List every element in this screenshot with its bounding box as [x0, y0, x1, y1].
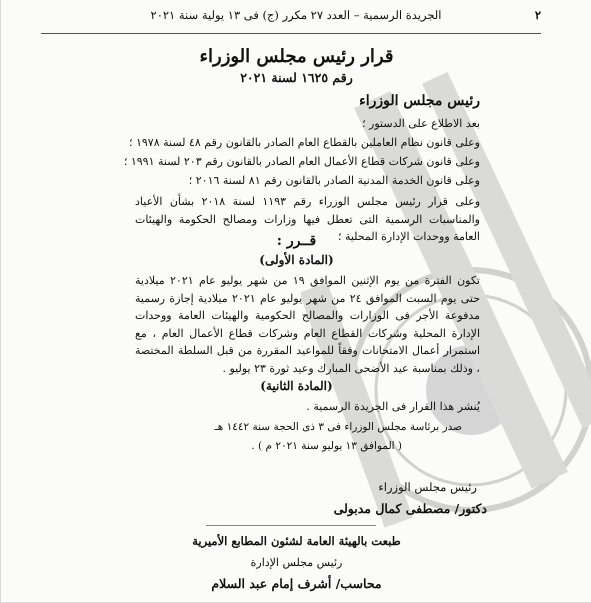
preamble-line: وعلى قانون الخدمة المدنية الصادر بالقانون رقم ٨١ لسنة ٢٠١٦ ؛: [188, 174, 480, 187]
preamble-line: وعلى قانون نظام العاملين بالقطاع العام الصادر بالقانون رقم ٤٨ لسنة ١٩٧٨ ؛: [128, 136, 480, 149]
page-number: ٢: [534, 8, 541, 22]
board-name: محاسب/ أشرف إمام عبد السلام: [211, 576, 382, 591]
issuer-heading: رئيس مجلس الوزراء: [359, 93, 480, 109]
printer-line: طبعت بالهيئة العامة لشئون المطابع الأميرية: [192, 534, 401, 548]
decided-heading: قــرر :: [276, 233, 317, 249]
header-divider: [41, 33, 541, 34]
signatory-name: دكتور/ مصطفى كمال مدبولى: [333, 501, 487, 516]
issued-line: صدر برئاسة مجلس الوزراء فى ٣ ذى الحجة سنة ١٤٤٢ هـ: [214, 421, 462, 433]
decree-number: رقم ١٦٢٥ لسنة ٢٠٢١: [240, 70, 353, 85]
article-1-title: (المادة الأولى): [259, 253, 334, 267]
signatory-title: رئيس مجلس الوزراء: [378, 480, 477, 494]
publication-line: الجريدة الرسمية – العدد ٢٧ مكرر (ج) فى ١٣ يولية سنة ٢٠٢١: [150, 8, 442, 22]
preamble-paragraph: وعلى قرار رئيس مجلس الوزراء رقم ١١٩٣ لسنة ٢٠١٨ بشأن الأعياد والمناسبات الرسمية التى تعطل فيها وزارات ومصالح الحكومة والهيئات العامة ووحدات الإدارة المحلية ؛: [135, 195, 481, 244]
preamble-line: وعلى قانون شركات قطاع الأعمال العام الصادر بالقانون رقم ٢٠٣ لسنة ١٩٩١ ؛: [123, 155, 480, 168]
article-1-text: تكون الفترة من يوم الإثنين الموافق ١٩ من شهر يوليو عام ٢٠٢١ ميلادية حتى يوم السبت الموافق ٢٤ من شهر يوليو عام ٢٠٢١ ميلادية إجازة رسمية مدفوعة الأجر فى الوزارات والمصالح الحكومية والهيئات العامة ووحدات الإدارة المحلية وشركات القطاع العام وشركات قطاع الأعمال العام ، مع استمرار أعمال الامتحانات وفقاً للمواعيد المقررة من قبل السلطة المختصة ، وذلك بمناسبة عيد الأضحى المبارك وعيد ثورة ٢٣ يوليو .: [135, 274, 481, 375]
footer-divider: [206, 525, 376, 526]
issued-date: ( الموافق ١٣ يوليو سنة ٢٠٢١ م ) .: [251, 440, 402, 452]
board-title: رئيس مجلس الإدارة: [250, 556, 343, 569]
article-2-text: يُنشر هذا القرار فى الجريدة الرسمية .: [306, 400, 480, 413]
article-2-title: (المادة الثانية): [260, 379, 333, 393]
decree-title: قرار رئيس مجلس الوزراء: [199, 46, 394, 67]
page-header: [61, 8, 541, 22]
preamble-line: بعد الاطلاع على الدستور ؛: [362, 117, 480, 130]
